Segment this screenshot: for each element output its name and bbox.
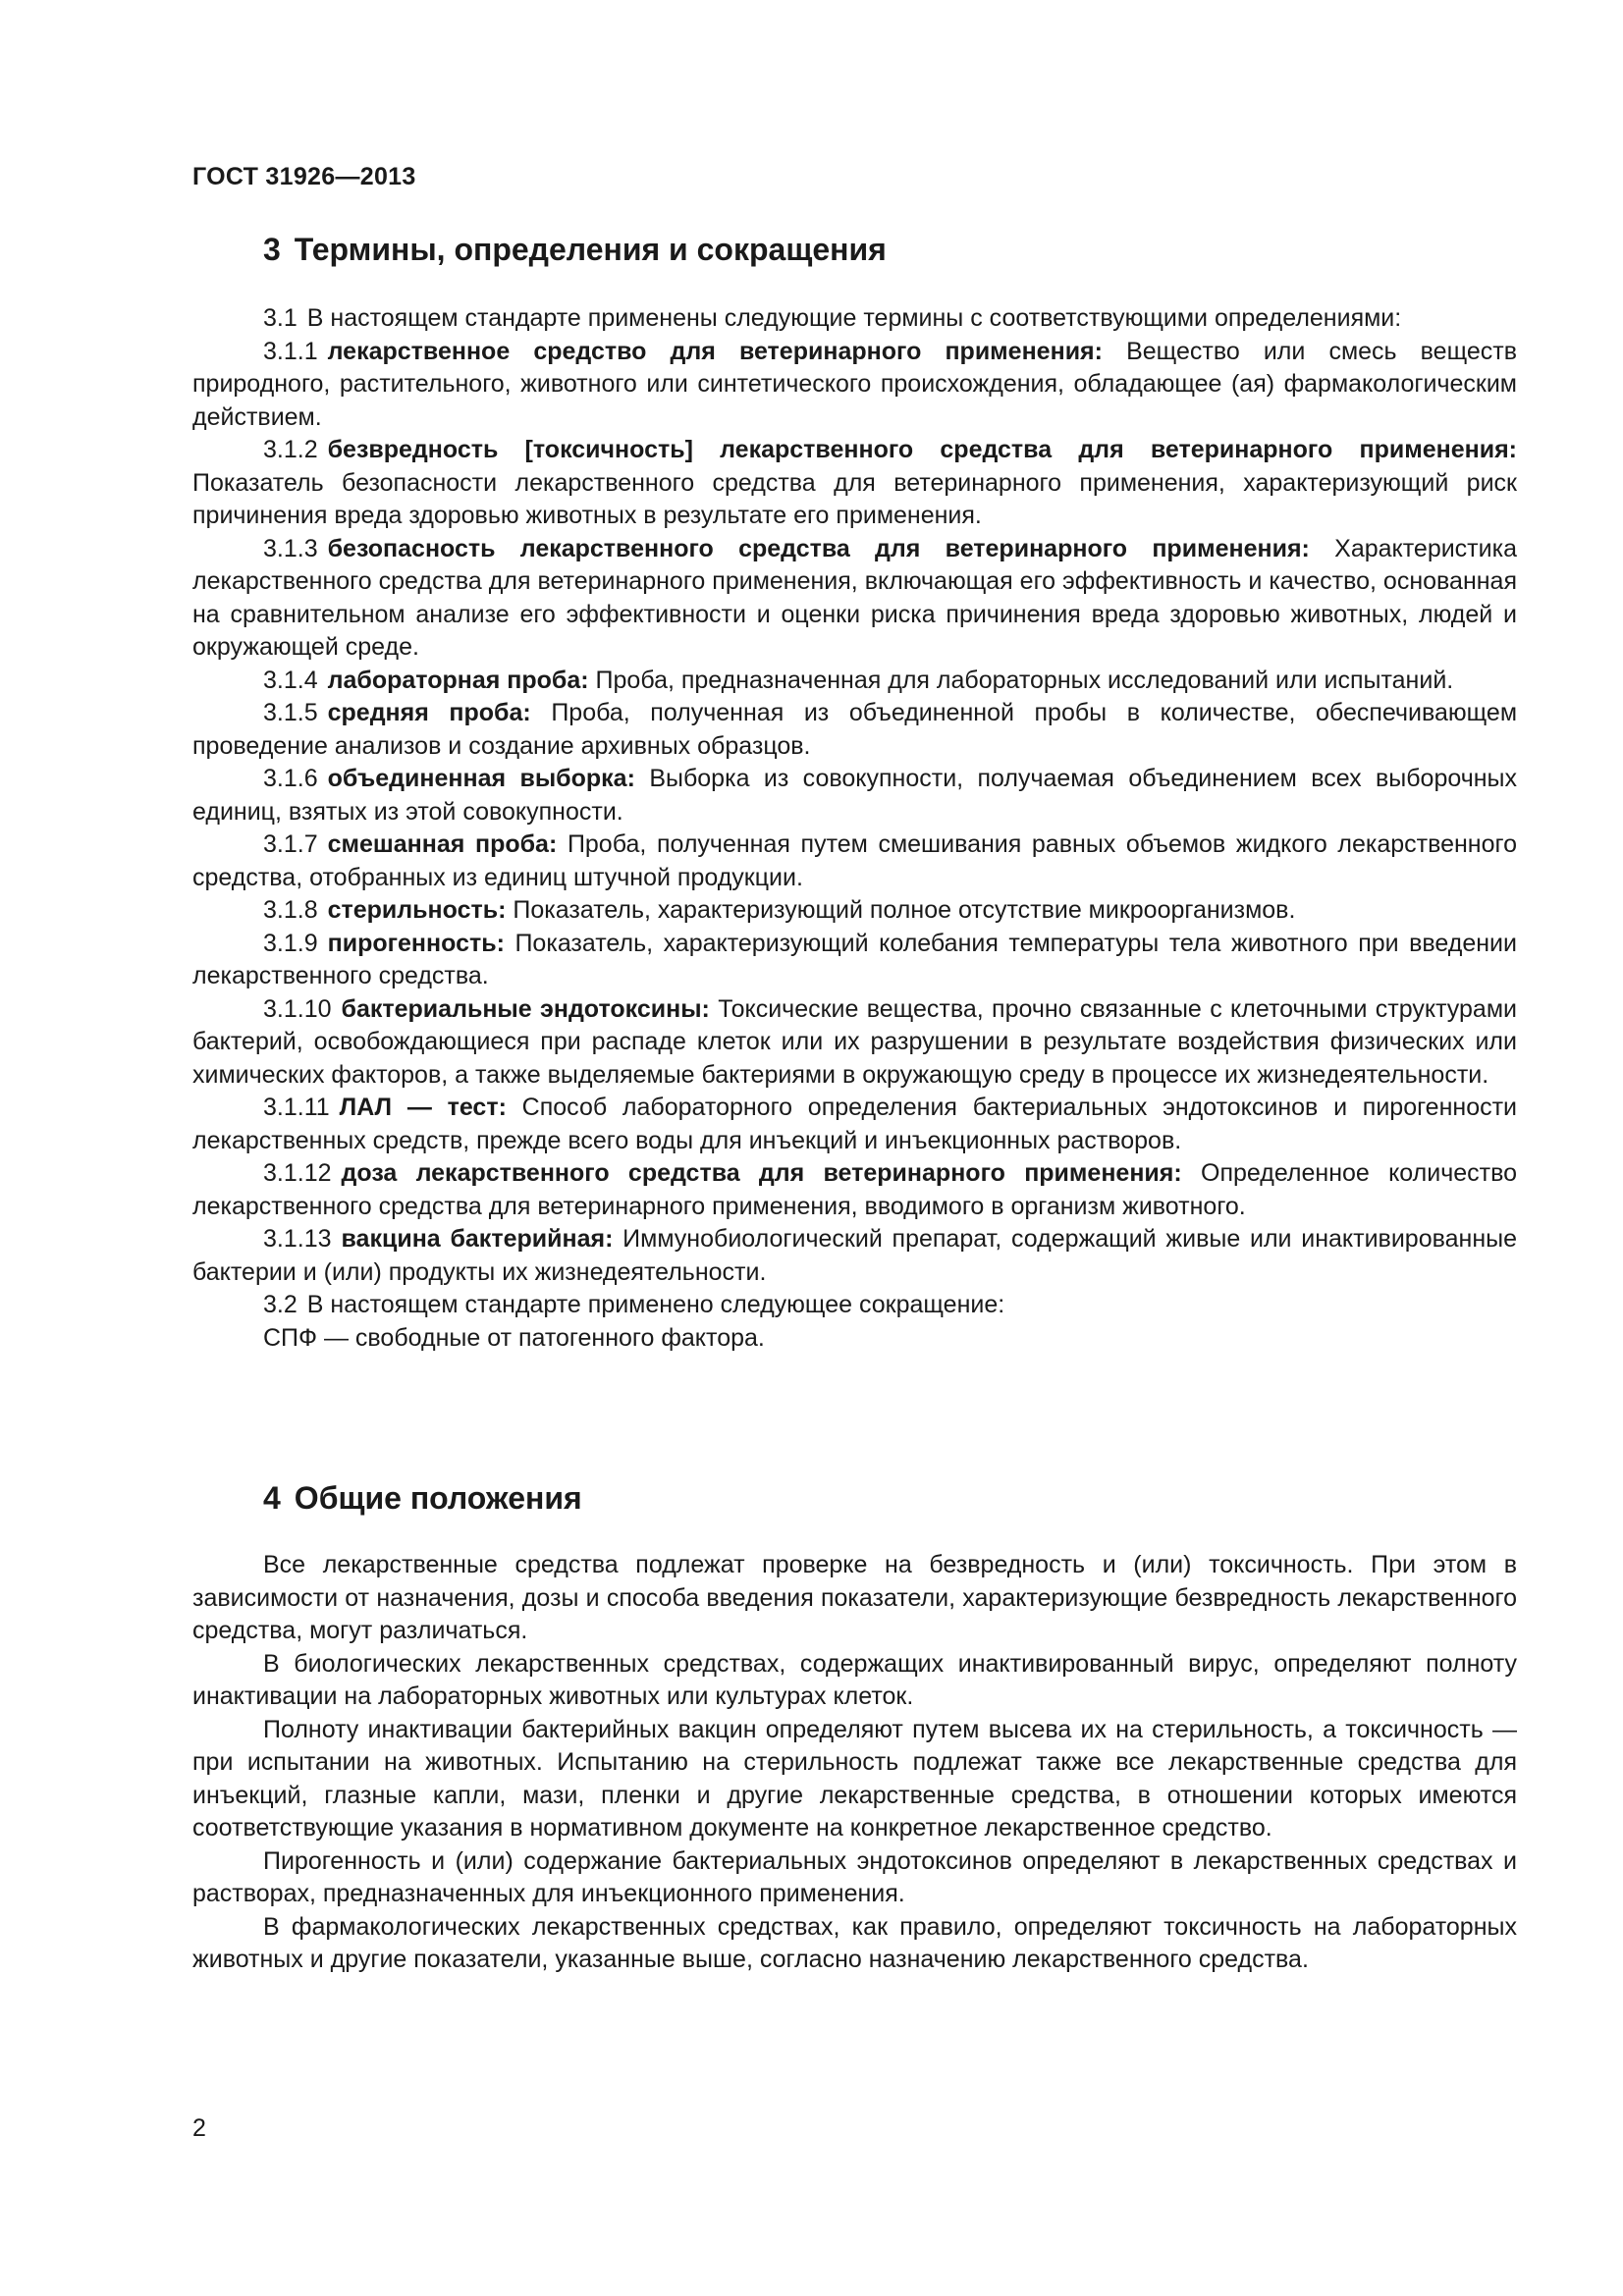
term-definition: Определенное количество лекарственного средства для ветеринарного применения, вводимого в организм животного. bbox=[192, 1159, 1517, 1220]
term-label: бактериальные эндотоксины: bbox=[341, 994, 710, 1023]
document-code: ГОСТ 31926—2013 bbox=[192, 163, 416, 190]
term-definition: Выборка из совокупности, получаемая объединением всех выборочных единиц, взятых из этой совокупности. bbox=[192, 765, 1517, 826]
term-definition: Токсические вещества, прочно связанные с клеточными структурами бактерий, освобождающиеся при распаде клеток или их разрушении в результате воздействия физических или химических факторов, а также выделяемые бактериями в окружающую среду в процессе их жизнедеятельности. bbox=[192, 994, 1517, 1089]
item-number: 3.1.11 bbox=[263, 1094, 330, 1121]
abbreviation-intro bbox=[192, 1289, 1517, 1322]
term-3-1-6 bbox=[192, 763, 1517, 828]
term-definition: Иммунобиологический препарат, содержащий живые или инактивированные бактерии и (или) продукты их жизнедеятельности. bbox=[192, 1225, 1518, 1286]
section-4-heading bbox=[263, 1480, 582, 1517]
intro-text: В настоящем стандарте применены следующие термины с соответствующими определениями: bbox=[306, 304, 1402, 332]
term-label: безвредность [токсичность] лекарственного средства для ветеринарного применения: bbox=[327, 436, 1517, 463]
item-number: 3.1.1 bbox=[263, 337, 318, 365]
term-definition: Вещество или смесь веществ природного, растительного, животного или синтетического происхождения, обладающее (ая) фармакологическим действием. bbox=[192, 337, 1517, 431]
section-4-title: Общие положения bbox=[294, 1480, 582, 1516]
term-label: пирогенность: bbox=[327, 929, 505, 957]
term-definition: Характеристика лекарственного средства для ветеринарного применения, включающая его эффективность и качество, основанная на сравнительном анализе его эффективности и оценки риска причинения вреда здоровью животных, людей и окружающей среде. bbox=[192, 534, 1517, 661]
term-label: вакцина бактерийная: bbox=[341, 1225, 614, 1253]
term-label: лабораторная проба: bbox=[327, 666, 589, 694]
terms-intro bbox=[192, 302, 1517, 336]
term-label: ЛАЛ — тест: bbox=[339, 1094, 507, 1121]
item-number: 3.1 bbox=[263, 304, 298, 332]
section-3-title: Термины, определения и сокращения bbox=[294, 232, 887, 267]
term-3-1-12 bbox=[192, 1157, 1517, 1223]
item-number: 3.1.4 bbox=[263, 666, 318, 694]
term-label: лекарственное средство для ветеринарного применения: bbox=[327, 337, 1103, 365]
term-definition: Показатель, характеризующий полное отсутствие микроорганизмов. bbox=[513, 896, 1296, 924]
term-3-1-9 bbox=[192, 928, 1517, 993]
term-label: стерильность: bbox=[327, 896, 507, 924]
section-4-paragraph: В фармакологических лекарственных средствах, как правило, определяют токсичность на лабораторных животных и другие показатели, указанные выше, согласно назначению лекарственного средства. bbox=[192, 1912, 1517, 1973]
item-number: 3.1.13 bbox=[263, 1225, 332, 1253]
term-3-1-4 bbox=[192, 665, 1517, 698]
section-4-paragraph: В биологических лекарственных средствах, содержащих инактивированный вирус, определяют полноту инактивации на лабораторных животных или культурах клеток. bbox=[192, 1649, 1517, 1710]
term-3-1-10 bbox=[192, 993, 1517, 1093]
term-3-1-1 bbox=[192, 336, 1517, 435]
item-number: 3.1.2 bbox=[263, 436, 318, 463]
section-4-body bbox=[192, 1549, 1517, 1977]
term-3-1-8 bbox=[192, 894, 1517, 928]
item-number: 3.1.8 bbox=[263, 896, 318, 924]
item-number: 3.1.9 bbox=[263, 929, 318, 957]
term-definition: Проба, полученная путем смешивания равных объемов жидкого лекарственного средства, отобранных из единиц штучной продукции. bbox=[192, 830, 1517, 891]
item-number: 3.2 bbox=[263, 1291, 298, 1318]
term-label: смешанная проба: bbox=[327, 830, 558, 858]
term-definition: Способ лабораторного определения бактериальных эндотоксинов и пирогенности лекарственных средств, прежде всего воды для инъекций и инъекционных растворов. bbox=[192, 1094, 1518, 1154]
term-3-1-3 bbox=[192, 533, 1517, 665]
term-3-1-7 bbox=[192, 828, 1517, 894]
item-number: 3.1.3 bbox=[263, 534, 318, 562]
section-4-paragraph: Полноту инактивации бактерийных вакцин определяют путем высева их на стерильность, а токсичность — при испытании на животных. Испытанию на стерильность подлежат также все лекарственные средства для инъекций, глазные капли, мази, пленки и другие лекарственные средства, в отношении которых имеются соответствующие указания в нормативном документе на конкретное лекарственное средство. bbox=[192, 1715, 1517, 1842]
item-number: 3.1.7 bbox=[263, 830, 318, 858]
section-3-body bbox=[192, 302, 1517, 1355]
section-3-heading bbox=[263, 232, 887, 268]
term-definition: Проба, полученная из объединенной пробы в количестве, обеспечивающем проведение анализов и создание архивных образцов. bbox=[192, 699, 1518, 760]
section-3-number: 3 bbox=[263, 232, 281, 267]
section-4-paragraph: Пирогенность и (или) содержание бактериальных эндотоксинов определяют в лекарственных средствах и растворах, предназначенных для инъекционного применения. bbox=[192, 1846, 1517, 1907]
item-number: 3.1.6 bbox=[263, 765, 318, 792]
term-label: безопасность лекарственного средства для ветеринарного применения: bbox=[327, 534, 1310, 562]
term-definition: Показатель, характеризующий колебания температуры тела животного при введении лекарственного средства. bbox=[192, 929, 1517, 989]
term-definition: Проба, предназначенная для лабораторных исследований или испытаний. bbox=[595, 666, 1454, 694]
abbreviation-spf: СПФ — свободные от патогенного фактора. bbox=[263, 1323, 765, 1352]
term-definition: Показатель безопасности лекарственного средства для ветеринарного применения, характеризующий риск причинения вреда здоровью животных в результате его применения. bbox=[192, 468, 1517, 529]
term-3-1-5 bbox=[192, 697, 1517, 763]
section-4-number: 4 bbox=[263, 1480, 281, 1516]
item-number: 3.1.10 bbox=[263, 994, 332, 1023]
term-label: доза лекарственного средства для ветеринарного применения: bbox=[341, 1159, 1182, 1187]
section-4-paragraph: Все лекарственные средства подлежат проверке на безвредность и (или) токсичность. При этом в зависимости от назначения, дозы и способа введения показатели, характеризующие безвредность лекарственного средства, могут различаться. bbox=[192, 1551, 1517, 1644]
item-number: 3.1.12 bbox=[263, 1159, 332, 1187]
item-number: 3.1.5 bbox=[263, 699, 318, 726]
term-3-1-11 bbox=[192, 1092, 1517, 1157]
page-number: 2 bbox=[192, 2114, 206, 2142]
term-label: средняя проба: bbox=[327, 699, 531, 726]
term-label: объединенная выборка: bbox=[327, 765, 635, 792]
abbreviation-intro-text: В настоящем стандарте применено следующее сокращение: bbox=[306, 1291, 1005, 1318]
term-3-1-2 bbox=[192, 434, 1517, 533]
term-3-1-13 bbox=[192, 1223, 1517, 1289]
